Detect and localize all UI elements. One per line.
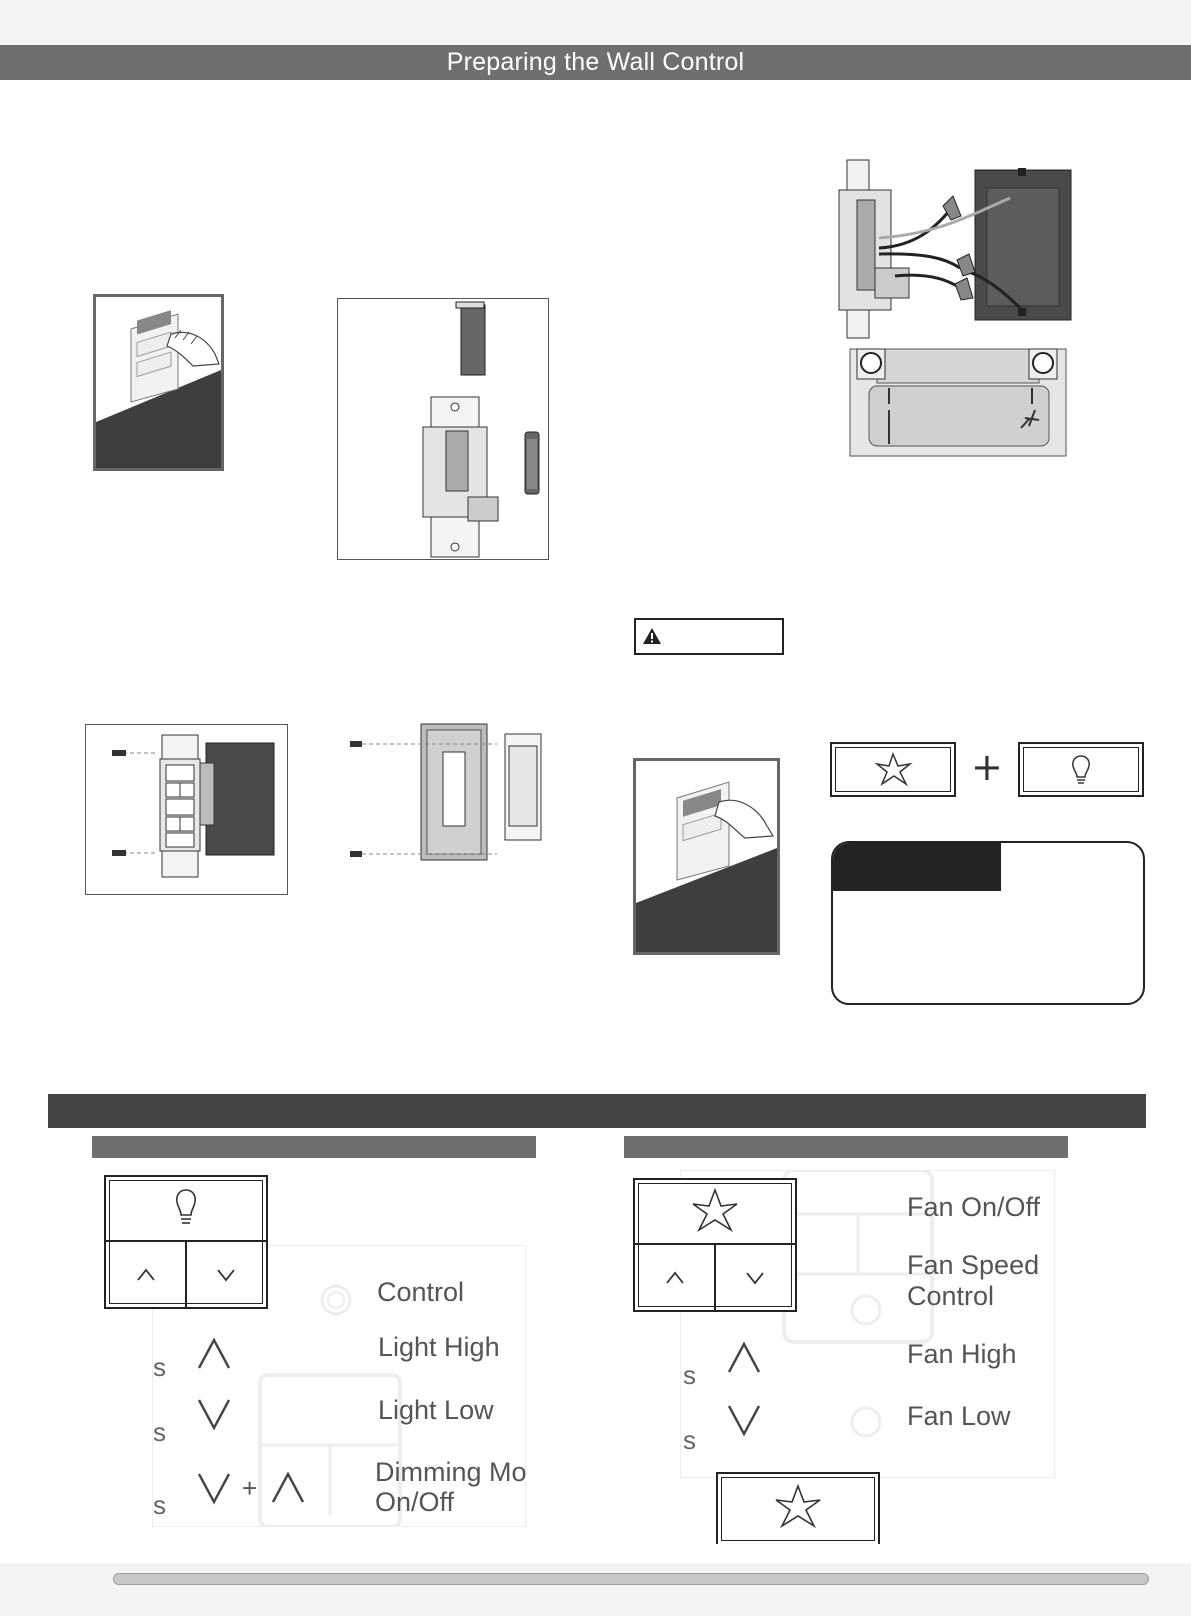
light-bulb-icon	[177, 1190, 195, 1223]
light-subsection-bar	[92, 1136, 536, 1158]
chevron-down-icon	[726, 1402, 762, 1438]
fan-icon	[718, 1474, 878, 1544]
fan-row-speed-2: Control	[907, 1281, 995, 1311]
fan-row-high: Fan High	[907, 1339, 1017, 1369]
top-margin	[0, 0, 1191, 45]
fan-key-icon-box	[830, 742, 956, 797]
light-row-dimming-1: Dimming Mo	[375, 1457, 527, 1487]
chevron-down-icon	[196, 1396, 232, 1432]
light-key-icon-box	[1018, 742, 1144, 797]
light-row-dimming-2: On/Off	[375, 1487, 455, 1517]
combo-plus: +	[971, 745, 1003, 789]
warning-triangle-icon	[642, 627, 662, 645]
light-row-high: Light High	[378, 1332, 500, 1362]
fan-key	[633, 1178, 797, 1312]
page-title: Preparing the Wall Control	[446, 48, 745, 76]
fan-key-bottom	[716, 1472, 880, 1544]
light-bulb-icon	[1020, 744, 1142, 795]
chevron-up-icon	[726, 1340, 762, 1376]
figure-mount-control	[85, 724, 288, 895]
light-s-mark-2: s	[153, 1417, 166, 1447]
section-bar	[48, 1094, 1146, 1128]
fan-icon	[832, 744, 954, 795]
page-progress-fill	[114, 1574, 1148, 1584]
figure-remove-faceplate	[93, 294, 224, 471]
fan-s-mark-2: s	[683, 1425, 696, 1455]
figure-press-buttons	[633, 758, 781, 956]
chevron-down-icon	[747, 1273, 763, 1283]
fan-row-speed-1: Fan Speed	[907, 1250, 1040, 1280]
fan-s-mark-1: s	[683, 1360, 696, 1390]
fan-subsection-bar	[624, 1136, 1068, 1158]
light-s-mark-3: s	[153, 1490, 166, 1520]
figure-terminal-closeup	[849, 348, 1067, 457]
chevron-down-icon	[196, 1470, 232, 1506]
chevron-up-icon	[667, 1273, 683, 1283]
chevron-up-icon	[270, 1470, 306, 1506]
page-title-bar	[0, 45, 1191, 80]
bottom-margin	[0, 1563, 1191, 1616]
figure-attach-faceplate	[347, 722, 547, 864]
figure-battery-install	[337, 298, 549, 560]
chevron-down-icon	[218, 1270, 234, 1280]
light-s-mark-1: s	[153, 1352, 166, 1382]
light-row-control: Control	[377, 1277, 465, 1307]
page-progress-bar	[113, 1573, 1149, 1585]
light-row-low: Light Low	[378, 1395, 494, 1425]
chevron-up-icon	[138, 1270, 154, 1280]
note-header	[833, 843, 1001, 891]
warning-label-box	[634, 618, 784, 655]
light-combo-plus: +	[242, 1473, 258, 1503]
note-box	[831, 841, 1145, 1005]
light-key	[104, 1175, 268, 1309]
chevron-up-icon	[196, 1336, 232, 1372]
fan-row-low: Fan Low	[907, 1401, 1011, 1431]
fan-row-onoff: Fan On/Off	[907, 1192, 1041, 1222]
figure-wiring	[835, 158, 1075, 343]
fan-icon	[693, 1190, 737, 1230]
